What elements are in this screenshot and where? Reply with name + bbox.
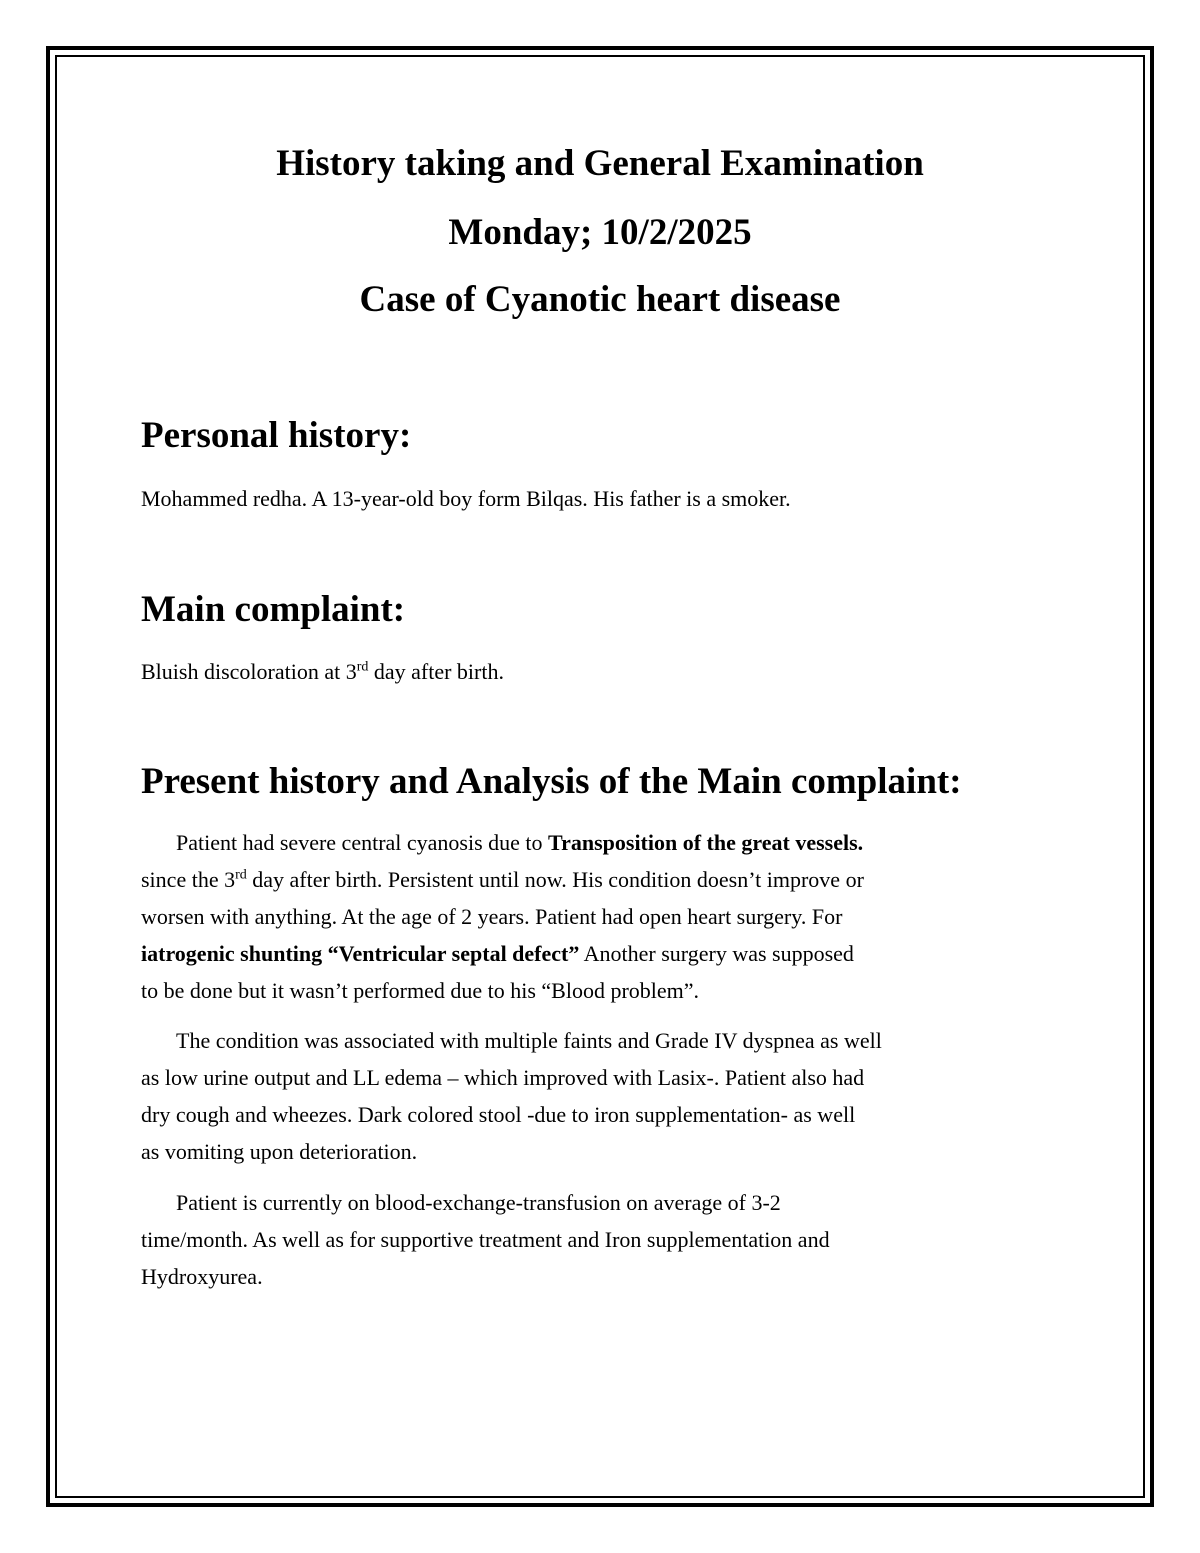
personal-history-text: Mohammed redha. A 13-year-old boy form Bilqas. His father is a smoker. — [141, 486, 791, 511]
document-date: Monday; 10/2/2025 — [448, 212, 752, 253]
document-case-title: Case of Cyanotic heart disease — [359, 279, 841, 320]
present-history-heading: Present history and Analysis of the Main complaint: — [141, 761, 962, 802]
main-complaint-text: Bluish discoloration at 3rd day after birth. — [141, 659, 504, 684]
present-history-paragraph-1: Patient had severe central cyanosis due to Transposition of the great vessels. since the 3rd day after birth. Persistent until now. His condition doesn’t improve or worsen with anything. At the age of 2 years. Patient had open heart surgery. For iatrogenic shunting “Ventricular septal defect” Another surgery was supposed to be done but it wasn’t performed due to his “Blood problem”. — [141, 830, 864, 1003]
present-history-paragraph-3: Patient is currently on blood-exchange-transfusion on average of 3-2 time/month. As well as for supportive treatment and Iron supplementation and Hydroxyurea. — [141, 1190, 830, 1289]
main-complaint-heading: Main complaint: — [141, 589, 406, 630]
present-history-paragraph-2: The condition was associated with multiple faints and Grade IV dyspnea as well as low urine output and LL edema – which improved with Lasix-. Patient also had dry cough and wheezes. Dark colored stool -due to iron supplementation- as well as vomiting upon deterioration. — [141, 1028, 882, 1164]
document-title: History taking and General Examination — [276, 143, 924, 184]
personal-history-heading: Personal history: — [141, 415, 412, 456]
